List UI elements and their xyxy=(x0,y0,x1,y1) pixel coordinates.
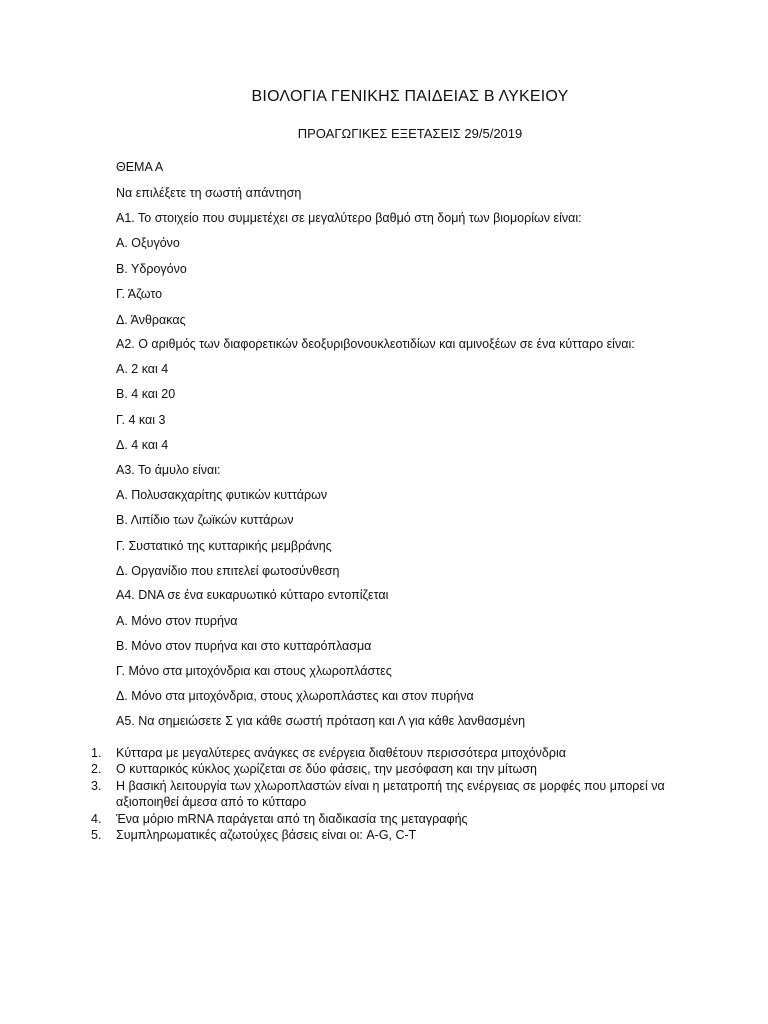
list-item-number: 5. xyxy=(91,828,102,843)
question-a2: Α2. Ο αριθμός των διαφορετικών δεοξυριβονουκλεοτιδίων και αμινοξέων σε ένα κύτταρο είναι: xyxy=(116,337,635,351)
answer-option: Γ. Άζωτο xyxy=(116,287,163,301)
list-item-number: 4. xyxy=(91,811,102,826)
list-item-number: 2. xyxy=(91,762,102,777)
answer-option: Α. 2 και 4 xyxy=(116,362,169,376)
answer-option: Α. Μόνο στον πυρήνα xyxy=(116,614,238,628)
list-item xyxy=(91,778,711,811)
answer-option: Α. Οξυγόνο xyxy=(116,236,180,250)
question-a5: Α5. Να σημειώσετε Σ για κάθε σωστή πρόταση και Λ για κάθε λανθασμένη xyxy=(116,714,526,728)
answer-option: Γ. 4 και 3 xyxy=(116,413,166,427)
question-a3: Α3. Το άμυλο είναι: xyxy=(116,463,221,477)
list-item-text: Ο κυτταρικός κύκλος χωρίζεται σε δύο φάσεις, την μεσόφαση και την μίτωση xyxy=(116,762,537,777)
answer-option: Δ. Μόνο στα μιτοχόνδρια, στους χλωροπλάστες και στον πυρήνα xyxy=(116,689,474,703)
list-item-text: Κύτταρα με μεγαλύτερες ανάγκες σε ενέργεια διαθέτουν περισσότερα μιτοχόνδρια xyxy=(116,746,566,760)
answer-option: Δ. 4 και 4 xyxy=(116,438,169,452)
statement-list xyxy=(91,745,711,843)
list-item-text: Ένα μόριο mRNA παράγεται από τη διαδικασία της μεταγραφής xyxy=(116,811,468,826)
instruction-text: Να επιλέξετε τη σωστή απάντηση xyxy=(116,186,302,200)
document-title: ΒΙΟΛΟΓΙΑ ΓΕΝΙΚΗΣ ΠΑΙΔΕΙΑΣ Β ΛΥΚΕΙΟΥ xyxy=(251,88,569,105)
answer-option: Α. Πολυσακχαρίτης φυτικών κυττάρων xyxy=(116,488,328,502)
list-item xyxy=(91,811,711,827)
answer-option: Β. Μόνο στον πυρήνα και στο κυτταρόπλασμα xyxy=(116,639,372,653)
list-item-text: Η βασική λειτουργία των χλωροπλαστών είναι η μετατροπή της ενέργειας σε μορφές που μπορεί να αξιοποιηθεί άμεσα από το κύτταρο xyxy=(116,778,665,810)
question-a4: Α4. DNA σε ένα ευκαρυωτικό κύτταρο εντοπίζεται xyxy=(116,588,389,602)
list-item xyxy=(91,745,711,761)
answer-option: Β. Λιπίδιο των ζωϊκών κυττάρων xyxy=(116,513,294,527)
answer-option: Δ. Οργανίδιο που επιτελεί φωτοσύνθεση xyxy=(116,564,340,578)
answer-option: Β. 4 και 20 xyxy=(116,387,176,401)
question-a1: Α1. Το στοιχείο που συμμετέχει σε μεγαλύτερο βαθμό στη δομή των βιομορίων είναι: xyxy=(116,211,582,225)
list-item xyxy=(91,827,711,843)
section-heading: ΘΕΜΑ Α xyxy=(116,160,164,174)
list-item-number: 1. xyxy=(91,746,102,760)
answer-option: Β. Υδρογόνο xyxy=(116,262,187,276)
list-item-text: Συμπληρωματικές αζωτούχες βάσεις είναι οι: A-G, C-T xyxy=(116,828,417,843)
answer-option: Γ. Μόνο στα μιτοχόνδρια και στους χλωροπλάστες xyxy=(116,664,392,678)
list-item-number: 3. xyxy=(91,778,102,793)
list-item xyxy=(91,761,711,777)
document-subtitle: ΠΡΟΑΓΩΓΙΚΕΣ ΕΞΕΤΑΣΕΙΣ 29/5/2019 xyxy=(297,126,523,141)
answer-option: Δ. Άνθρακας xyxy=(116,313,186,327)
answer-option: Γ. Συστατικό της κυτταρικής μεμβράνης xyxy=(116,539,332,553)
